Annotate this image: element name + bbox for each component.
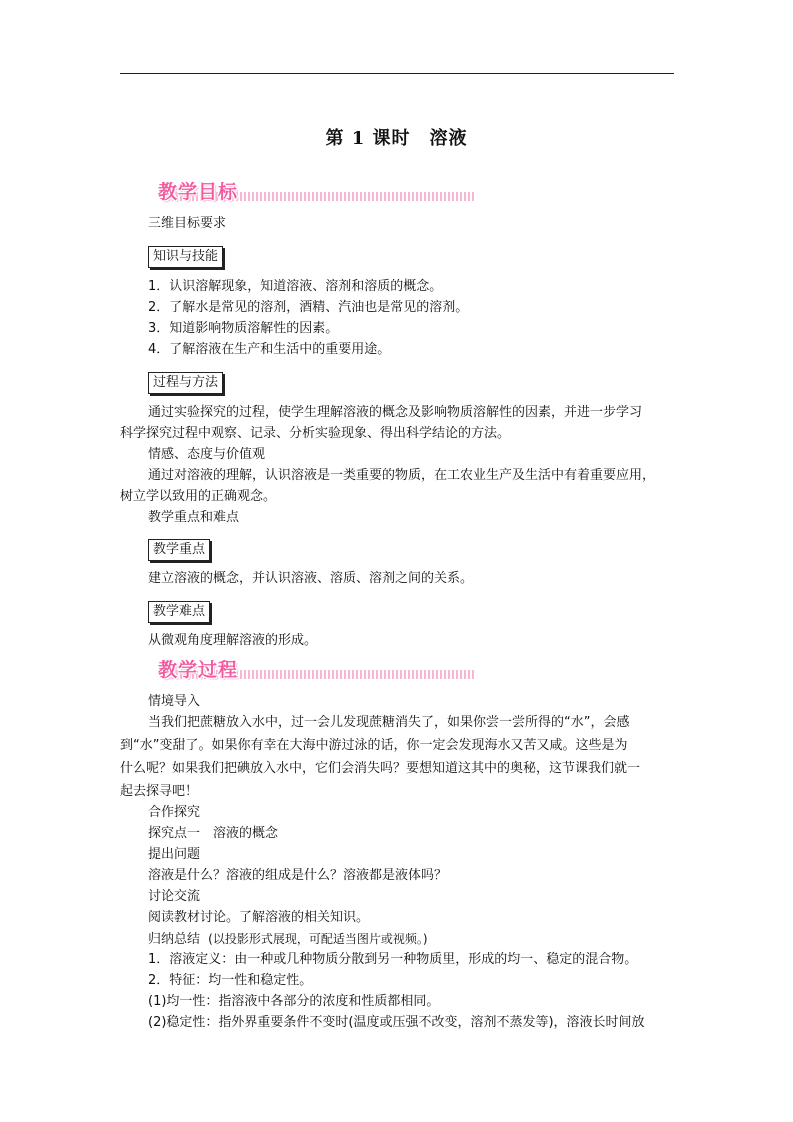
discuss-text: 阅读教材讨论。了解溶液的相关知识。	[148, 910, 370, 925]
banner-label: 教学目标	[158, 181, 239, 203]
intro-line-4: 起去探寻吧！	[120, 784, 199, 799]
intro-line-2: 到“水”变甜了。如果你有幸在大海中游过泳的话，你一定会发现海水又苦又咸。这些是为	[120, 738, 628, 753]
page-title: 第 1 课时 溶液	[325, 128, 468, 149]
ask-heading: 提出问题	[148, 847, 201, 862]
discuss-heading: 讨论交流	[148, 889, 201, 904]
key-point-text: 建立溶液的概念，并认识溶液、溶质、溶剂之间的关系。	[148, 571, 474, 586]
box-process-method: 过程与方法	[148, 372, 223, 394]
intro-line-1: 当我们把蔗糖放入水中，过一会儿发现蔗糖消失了，如果你尝一尝所得的“水”，会感	[148, 715, 630, 730]
process-line-2: 科学探究过程中观察、记录、分析实验现象、得出科学结论的方法。	[120, 426, 511, 441]
key-difficult-heading: 教学重点和难点	[148, 510, 240, 525]
box-key-point: 教学重点	[148, 539, 210, 561]
knowledge-item-2: 2．了解水是常见的溶剂，酒精、汽油也是常见的溶剂。	[148, 300, 469, 315]
summary-row	[148, 929, 428, 950]
header-rule	[120, 73, 674, 74]
summary-item-2: 2．特征：均一性和稳定性。	[148, 973, 313, 988]
coop-heading: 合作探究	[148, 805, 201, 820]
summary-item-1: 1．溶液定义：由一种或几种物质分散到另一种物质里，形成的均一、稳定的混合物。	[148, 952, 638, 967]
inquiry-point-1: 探究点一 溶液的概念	[148, 826, 279, 841]
summary-item-3: (1)均一性：指溶液中各部分的浓度和性质都相同。	[148, 994, 440, 1009]
emotion-line-2: 树立学以致用的正确观念。	[120, 489, 277, 504]
intro-line-3: 什么呢？如果我们把碘放入水中，它们会消失吗？要想知道这其中的奥秘，这节课我们就一	[120, 761, 641, 776]
emotion-heading: 情感、态度与价值观	[148, 447, 266, 462]
intro-heading: 情境导入	[148, 694, 201, 709]
knowledge-item-4: 4．了解溶液在生产和生活中的重要用途。	[148, 342, 391, 357]
questions-text: 溶液是什么？溶液的组成是什么？溶液都是液体吗？	[148, 868, 448, 883]
banner-label: 教学过程	[158, 659, 239, 681]
box-knowledge-skills: 知识与技能	[148, 246, 223, 268]
knowledge-item-3: 3．知道影响物质溶解性的因素。	[148, 321, 339, 336]
banner-teaching-goals	[148, 177, 474, 207]
summary-item-4: (2)稳定性：指外界重要条件不变时(温度或压强不改变，溶剂不蒸发等)，溶液长时间放	[148, 1015, 645, 1030]
summary-heading: 归纳总结	[148, 932, 201, 947]
banner-teaching-process	[148, 655, 474, 685]
process-line-1: 通过实验探究的过程，使学生理解溶液的概念及影响物质溶解性的因素，并进一步学习	[148, 405, 643, 420]
box-difficult-point: 教学难点	[148, 601, 210, 623]
emotion-line-1: 通过对溶液的理解，认识溶液是一类重要的物质，在工农业生产及生活中有着重要应用，	[148, 468, 656, 483]
difficult-point-text: 从微观角度理解溶液的形成。	[148, 633, 318, 648]
knowledge-item-1: 1．认识溶解现象，知道溶液、溶剂和溶质的概念。	[148, 279, 443, 294]
three-dim-heading: 三维目标要求	[148, 216, 227, 231]
summary-note: (以投影形式展现，可配适当图片或视频。)	[208, 932, 428, 946]
